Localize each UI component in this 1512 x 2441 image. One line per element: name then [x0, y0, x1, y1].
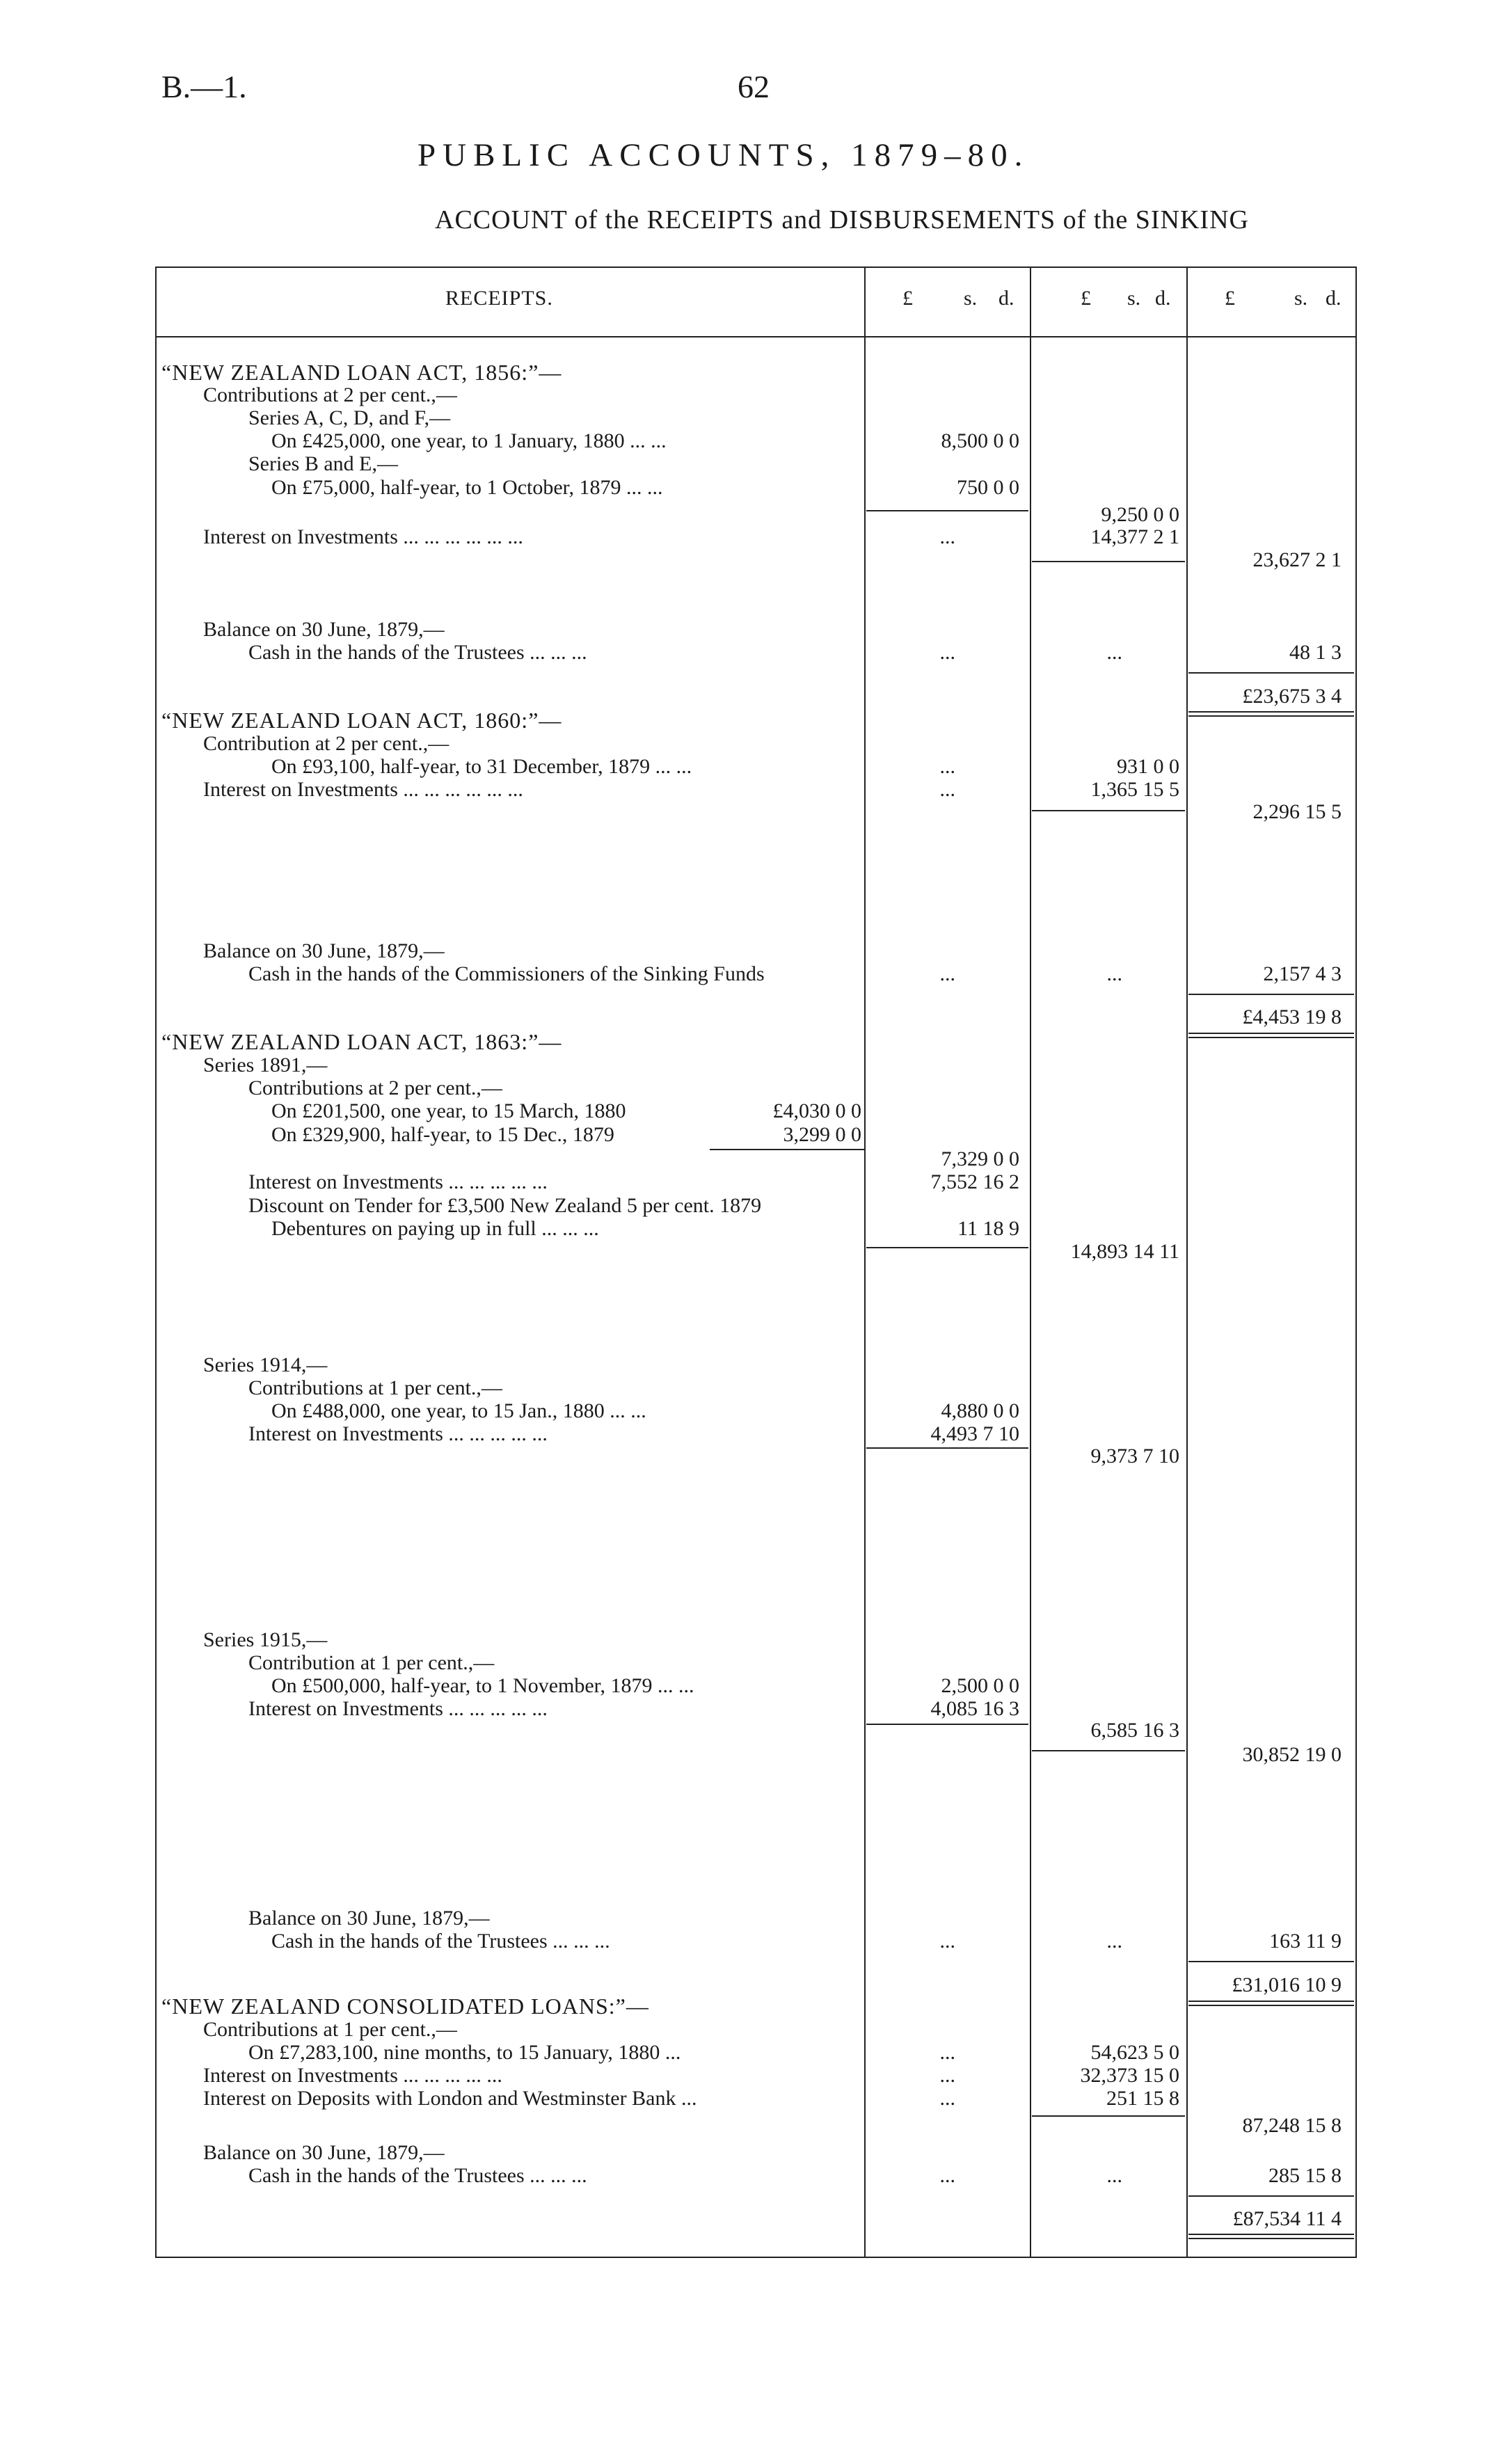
account-subtitle: ACCOUNT of the RECEIPTS and DISBURSEMENTS of the SINKING	[435, 205, 1249, 234]
col3-pounds-header: £	[1225, 287, 1235, 310]
line-text: Debentures on paying up in full ... ... ...	[271, 1217, 599, 1240]
line-text: Contribution at 2 per cent.,—	[203, 732, 449, 755]
line-text: Cash in the hands of the Trustees ... ... ...	[271, 1930, 610, 1953]
line-text: Interest on Investments ... ... ... ... ...	[203, 2064, 502, 2087]
sum-rule	[710, 1149, 864, 1150]
line-text: Contributions at 1 per cent.,—	[203, 2018, 457, 2041]
amount-col1: ...	[939, 778, 955, 801]
line-text: Cash in the hands of the Trustees ... ... ...	[248, 641, 587, 664]
amount-col2: 9,250 0 0	[1101, 503, 1179, 526]
line-text: Series 1915,—	[203, 1628, 328, 1651]
line-text: Balance on 30 June, 1879,—	[203, 2141, 445, 2164]
line-text: Interest on Investments ... ... ... ... ... ...	[203, 525, 523, 548]
amount-col2: 32,373 15 0	[1080, 2064, 1179, 2087]
line-text: Series 1891,—	[203, 1053, 328, 1076]
amount-col1: ...	[939, 2164, 955, 2187]
amount-col1: 4,085 16 3	[930, 1697, 1019, 1720]
amount-col1: ...	[939, 2041, 955, 2064]
amount-col1: 7,329 0 0	[941, 1147, 1019, 1170]
amount-col1: ...	[939, 641, 955, 664]
grand-total: £87,534 11 4	[1232, 2207, 1342, 2230]
line-text: Contribution at 1 per cent.,—	[248, 1651, 495, 1674]
amount-col3: 2,296 15 5	[1252, 800, 1342, 823]
double-rule	[1188, 715, 1354, 717]
line-text: Balance on 30 June, 1879,—	[248, 1907, 490, 1930]
col-divider-2	[1030, 267, 1031, 2257]
amount-col2: ...	[1106, 962, 1122, 985]
line-text: Balance on 30 June, 1879,—	[203, 618, 445, 641]
sum-rule	[1188, 672, 1354, 674]
amount-col1: 2,500 0 0	[941, 1674, 1019, 1697]
col1-shillings-header: s.	[964, 287, 978, 310]
amount-col1: 4,880 0 0	[941, 1399, 1019, 1422]
line-text: Contributions at 2 per cent.,—	[248, 1076, 502, 1099]
amount-col3: 48 1 3	[1289, 641, 1342, 664]
line-text: On £329,900, half-year, to 15 Dec., 1879	[271, 1123, 614, 1146]
amount-col1: 8,500 0 0	[941, 429, 1019, 452]
col2-pence-header: d.	[1155, 287, 1171, 310]
amount-col1: ...	[939, 2064, 955, 2087]
line-text: Contributions at 1 per cent.,—	[248, 1376, 502, 1399]
amount-col3: 2,157 4 3	[1263, 962, 1342, 985]
line-text: Interest on Investments ... ... ... ... ...	[248, 1170, 548, 1193]
table-top-rule	[155, 267, 1357, 268]
col-divider-3	[1186, 267, 1188, 2257]
line-text: On £201,500, one year, to 15 March, 1880	[271, 1099, 626, 1122]
sum-rule	[1032, 810, 1185, 811]
amount-col2: 931 0 0	[1117, 755, 1179, 778]
double-rule	[1188, 1037, 1354, 1038]
line-text: Cash in the hands of the Commissioners of the Sinking Funds	[248, 962, 765, 985]
amount-col1: 7,552 16 2	[930, 1170, 1019, 1193]
line-text: Series B and E,—	[248, 452, 398, 475]
sum-rule	[1032, 2115, 1185, 2117]
table-left-border	[155, 267, 157, 2258]
amount-col3: 163 11 9	[1269, 1930, 1342, 1953]
double-rule	[1188, 2234, 1354, 2235]
amount-col1: 4,493 7 10	[930, 1422, 1019, 1445]
grand-total: £31,016 10 9	[1232, 1973, 1342, 1996]
sum-rule	[866, 510, 1028, 511]
amount-col2: 54,623 5 0	[1090, 2041, 1179, 2064]
amount-col2: ...	[1106, 641, 1122, 664]
sum-rule	[1032, 1750, 1185, 1751]
line-text: On £500,000, half-year, to 1 November, 1879 ... ...	[271, 1674, 694, 1697]
amount-inline: £4,030 0 0	[772, 1099, 861, 1122]
grand-total: £23,675 3 4	[1242, 685, 1342, 708]
grand-total: £4,453 19 8	[1242, 1005, 1342, 1028]
sum-rule	[866, 1447, 1028, 1449]
amount-col2: 6,585 16 3	[1090, 1719, 1179, 1742]
amount-col2: ...	[1106, 2164, 1122, 2187]
amount-col2: 1,365 15 5	[1090, 778, 1179, 801]
section-heading: “NEW ZEALAND LOAN ACT, 1863:”—	[161, 1029, 562, 1054]
amount-col1: ...	[939, 1930, 955, 1953]
receipts-header: RECEIPTS.	[445, 287, 553, 310]
line-text: Contributions at 2 per cent.,—	[203, 383, 457, 406]
line-text: Interest on Investments ... ... ... ... ...	[248, 1697, 548, 1720]
line-text: Discount on Tender for £3,500 New Zealand 5 per cent. 1879	[248, 1194, 762, 1217]
sum-rule	[1032, 561, 1185, 562]
col3-shillings-header: s.	[1294, 287, 1308, 310]
col1-pounds-header: £	[902, 287, 913, 310]
table-right-border	[1355, 267, 1357, 2258]
amount-col1: 11 18 9	[957, 1217, 1019, 1240]
page-number: 62	[738, 69, 770, 104]
amount-col1: ...	[939, 2087, 955, 2110]
line-text: On £488,000, one year, to 15 Jan., 1880 ... ...	[271, 1399, 646, 1422]
sum-rule	[866, 1247, 1028, 1248]
header-bottom-rule	[155, 336, 1357, 337]
line-text: Cash in the hands of the Trustees ... ... ...	[248, 2164, 587, 2187]
line-text: On £425,000, one year, to 1 January, 1880 ... ...	[271, 429, 667, 452]
col3-pence-header: d.	[1326, 287, 1342, 310]
sum-rule	[1188, 994, 1354, 995]
amount-col2: ...	[1106, 1930, 1122, 1953]
section-heading: “NEW ZEALAND LOAN ACT, 1856:”—	[161, 360, 562, 385]
line-text: Series A, C, D, and F,—	[248, 406, 451, 429]
amount-col1: 750 0 0	[957, 476, 1019, 499]
line-text: On £75,000, half-year, to 1 October, 1879 ... ...	[271, 476, 663, 499]
col-divider-1	[864, 267, 866, 2257]
sum-rule	[866, 1724, 1028, 1725]
table-bottom-rule	[155, 2257, 1357, 2258]
line-text: Interest on Deposits with London and Westminster Bank ...	[203, 2087, 697, 2110]
col2-pounds-header: £	[1081, 287, 1091, 310]
double-rule	[1188, 711, 1354, 713]
double-rule	[1188, 2238, 1354, 2239]
line-text: Series 1914,—	[203, 1353, 328, 1376]
line-text: Interest on Investments ... ... ... ... ... ...	[203, 778, 523, 801]
amount-col3: 285 15 8	[1268, 2164, 1342, 2187]
sum-rule	[1188, 2195, 1354, 2197]
double-rule	[1188, 1033, 1354, 1034]
col2-shillings-header: s.	[1127, 287, 1141, 310]
line-text: Balance on 30 June, 1879,—	[203, 939, 445, 962]
amount-col3: 30,852 19 0	[1242, 1743, 1342, 1766]
amount-col1: ...	[939, 525, 955, 548]
amount-col1: ...	[939, 755, 955, 778]
section-heading: “NEW ZEALAND LOAN ACT, 1860:”—	[161, 708, 562, 733]
sum-rule	[1188, 1961, 1354, 1962]
amount-col2: 251 15 8	[1106, 2087, 1179, 2110]
amount-inline: 3,299 0 0	[783, 1123, 861, 1146]
double-rule	[1188, 2005, 1354, 2006]
col1-pence-header: d.	[998, 287, 1014, 310]
line-text: On £7,283,100, nine months, to 15 January, 1880 ...	[248, 2041, 681, 2064]
amount-col2: 14,377 2 1	[1090, 525, 1179, 548]
double-rule	[1188, 2001, 1354, 2002]
line-text: On £93,100, half-year, to 31 December, 1879 ... ...	[271, 755, 692, 778]
amount-col2: 14,893 14 11	[1070, 1240, 1179, 1263]
amount-col1: ...	[939, 962, 955, 985]
page-ref: B.—1.	[161, 69, 247, 104]
page-title: PUBLIC ACCOUNTS, 1879–80.	[417, 137, 1030, 173]
line-text: Interest on Investments ... ... ... ... ...	[248, 1422, 548, 1445]
section-heading: “NEW ZEALAND CONSOLIDATED LOANS:”—	[161, 1994, 649, 2019]
amount-col2: 9,373 7 10	[1090, 1445, 1179, 1468]
amount-col3: 87,248 15 8	[1242, 2114, 1342, 2137]
amount-col3: 23,627 2 1	[1252, 548, 1342, 571]
